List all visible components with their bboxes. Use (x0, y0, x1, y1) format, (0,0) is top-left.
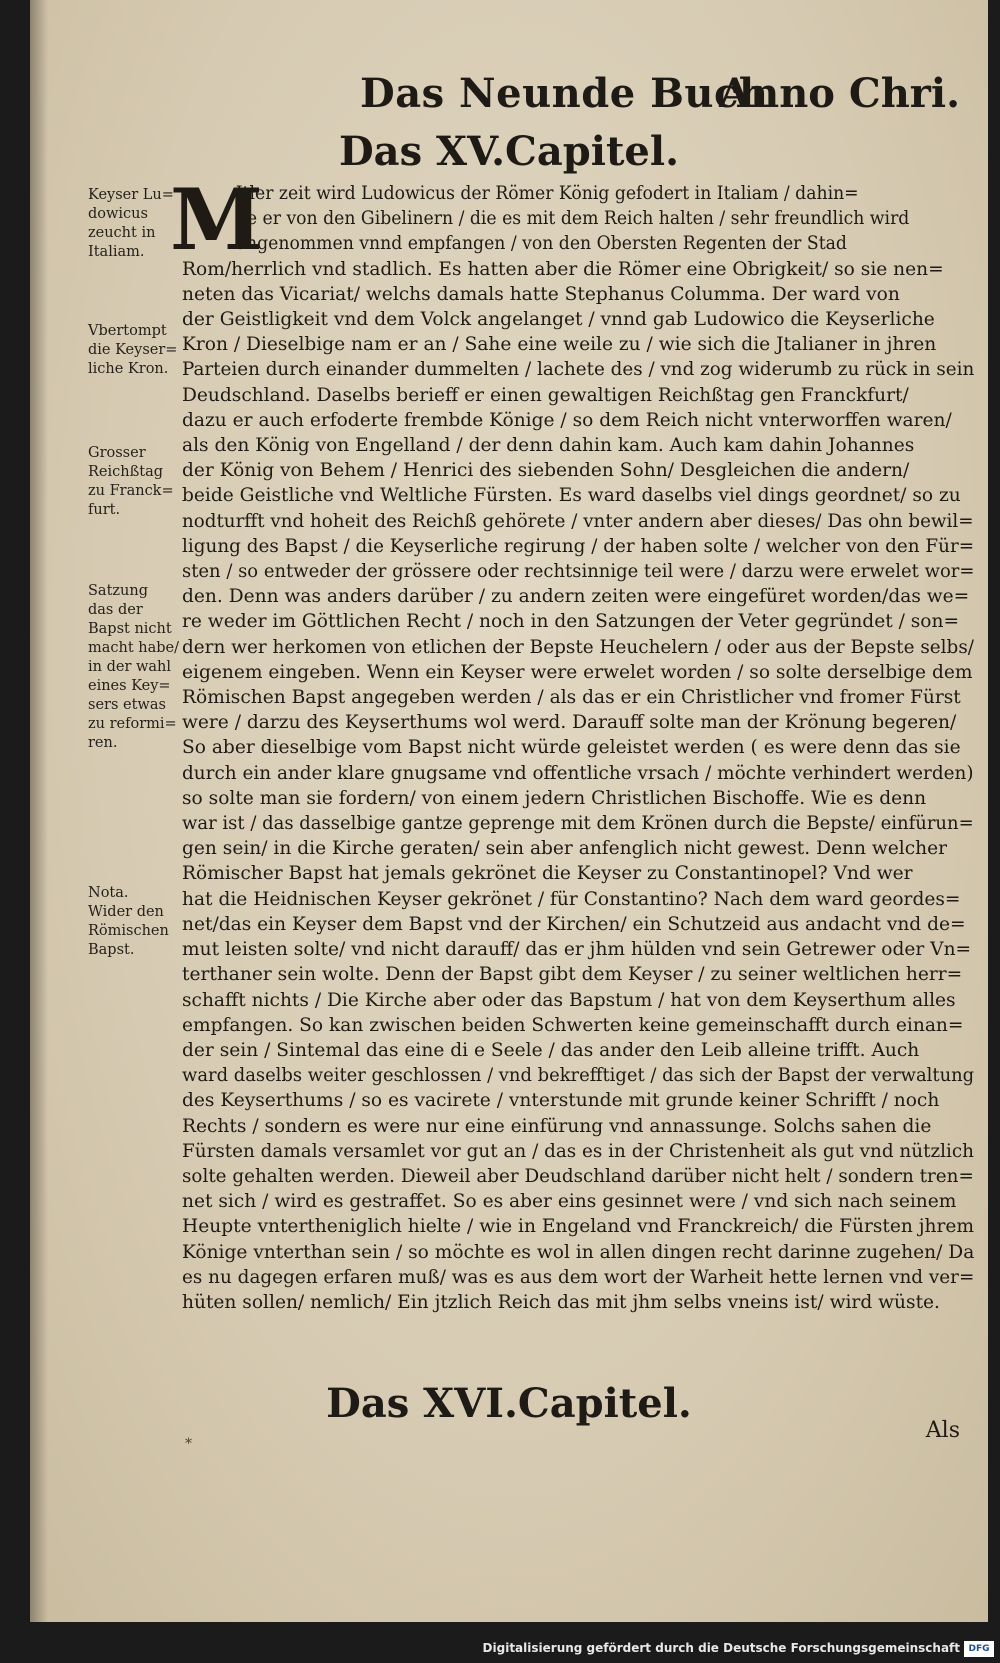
margin-note-line: die Keyser= (88, 342, 178, 358)
text-line: Rom/herrlich vnd stadlich. Es hatten aber die Römer eine Obrigkeit/ so sie nen= (182, 258, 944, 280)
margin-note-line: Nota. (88, 885, 129, 901)
margin-note-line: ren. (88, 735, 118, 751)
text-line: es nu dagegen erfaren muß/ was es aus dem wort der Warheit hette lernen vnd ver= (182, 1266, 975, 1288)
text-line: Römischen Bapst angegeben werden / als das er ein Christlicher vnd fromer Fürst (182, 687, 961, 709)
margin-note-line: Bapst nicht (88, 621, 172, 637)
text-line: Kron / Dieselbige nam er an / Sahe eine weile zu / wie sich die Jtalianer in jhren (182, 334, 937, 356)
footer-bar (0, 1622, 1000, 1663)
text-line: Rechts / sondern es were nur eine einfürung vnd annassunge. Solchs sahen die (182, 1115, 932, 1137)
text-line: empfangen. So kan zwischen beiden Schwerten keine gemeinschafft durch einan= (182, 1014, 964, 1036)
margin-note-line: Keyser Lu= (88, 187, 174, 203)
text-line: des Keyserthums / so es vacirete / vnterstunde mit grunde keiner Schrifft / noch (182, 1090, 940, 1112)
text-line: net/das ein Keyser dem Bapst vnd der Kirchen/ ein Schutzeid aus andacht vnd de= (182, 913, 966, 935)
margin-note-line: macht habe/ (88, 640, 180, 656)
margin-note-line: Vbertompt (88, 323, 167, 339)
margin-note-line: eines Key= (88, 678, 171, 694)
text-line: der sein / Sintemal das eine di e Seele / das ander den Leib alleine trifft. Auch (182, 1039, 920, 1061)
text-line: durch ein ander klare gnugsame vnd offentliche vrsach / möchte verhindert werden) (182, 762, 974, 784)
margin-note-line: Wider den (88, 904, 164, 920)
text-line: der König von Behem / Henrici des siebenden Sohn/ Desgleichen die andern/ (182, 460, 910, 482)
margin-note-line: Bapst. (88, 942, 135, 958)
margin-note-line: sers etwas (88, 697, 166, 713)
margin-note-line: Grosser (88, 445, 146, 461)
text-line: Könige vnterthan sein / so möchte es wol in allen dingen recht darinne zugehen/ Da (182, 1241, 975, 1263)
funding-credit: Digitalisierung gefördert durch die Deutsche Forschungsgemeinschaft (482, 1641, 960, 1655)
text-line: war ist / das dasselbige gantze geprenge mit dem Krönen durch die Bepste/ einfürun= (182, 813, 974, 835)
text-line: so solte man sie fordern/ von einem jedern Christlichen Bischoffe. Wie es denn (182, 787, 927, 809)
text-line: als den König von Engelland / der denn dahin kam. Auch kam dahin Johannes (182, 435, 915, 457)
text-line: mut leisten solte/ vnd nicht darauff/ das er jhm hülden vnd sein Getrewer oder Vn= (182, 939, 972, 961)
text-line: net sich / wird es gestraffet. So es aber eins gesinnet were / vnd sich nach seinem (182, 1191, 957, 1213)
text-line: Fürsten damals versamlet vor gut an / das es in der Christenheit als gut vnd nützlich (182, 1140, 974, 1162)
margin-note-line: zeucht in (88, 225, 156, 241)
text-line: solte gehalten werden. Dieweil aber Deudschland darüber nicht helt / sondern tren= (182, 1165, 974, 1187)
dfg-logo-icon: DFG (964, 1641, 994, 1657)
book-page (30, 0, 988, 1622)
text-line: eigenem eingeben. Wenn ein Keyser were erwelet worden / so solte derselbige dem (182, 661, 973, 683)
text-line: neten das Vicariat/ welchs damals hatte Stephanus Columma. Der ward von (182, 283, 900, 305)
margin-note-line: zu Franck= (88, 483, 174, 499)
margin-note-line: furt. (88, 502, 121, 518)
text-line: Römischer Bapst hat jemals gekrönet die Keyser zu Constantinopel? Vnd wer (182, 863, 913, 885)
text-line: Deudschland. Daselbs berieff er einen gewaltigen Reichßtag gen Franckfurt/ (182, 384, 909, 406)
drop-capital: M (170, 170, 263, 269)
text-line: sten / so entweder der grössere oder rechtsinnige teil were / darzu were erwelet wor= (182, 561, 975, 583)
text-line: der Geistligkeit vnd dem Volck angelanget / vnnd gab Ludowico die Keyserliche (182, 309, 935, 331)
text-line: dern wer herkomen von etlichen der Bepste Heuchelern / oder aus der Bepste selbs/ (182, 636, 974, 658)
text-line: gen sein/ in die Kirche geraten/ sein aber anfenglich nicht gewest. Denn welcher (182, 838, 948, 860)
margin-note-line: Reichßtag (88, 464, 164, 480)
gutter-shadow (30, 0, 48, 1622)
margin-note-line: in der wahl (88, 659, 172, 675)
text-line: ward daselbs weiter geschlossen / vnd bekrefftiget / das sich der Bapst der verwaltung (182, 1065, 975, 1087)
body-text (182, 181, 974, 1315)
text-line: ne er von den Gibelinern / die es mit dem Reich halten / sehr freundlich wird (235, 208, 910, 230)
text-line: schafft nichts / Die Kirche aber oder das Bapstum / hat von dem Keyserthum alles (182, 989, 956, 1011)
stray-mark: * (185, 1436, 192, 1452)
text-line: hat die Heidnischen Keyser gekrönet / für Constantino? Nach dem ward geordes= (182, 888, 961, 910)
text-line: terthaner sein wolte. Denn der Bapst gibt dem Keyser / zu seiner weltlichen herr= (182, 964, 963, 986)
text-line: were / darzu des Keyserthums wol werd. Darauff solte man der Krönung begeren/ (182, 712, 957, 734)
margin-note-line: liche Kron. (88, 361, 169, 377)
text-line: beide Geistliche vnd Weltliche Fürsten. Es ward daselbs viel dings geordnet/ so zu (182, 485, 961, 507)
text-line: nodturfft vnd hoheit des Reichß gehörete / vnter andern aber dieses/ Das ohn bewil= (182, 510, 974, 532)
text-line: angenommen vnnd empfangen / von den Obersten Regenten der Stad (235, 233, 847, 255)
text-line: Parteien durch einander dummelten / lachete des / vnd zog widerumb zu rück in sein (182, 359, 975, 381)
catchword: Als (925, 1418, 960, 1443)
running-head-right: Anno Chri. (719, 70, 960, 117)
text-line: So aber dieselbige vom Bapst nicht würde geleistet werden ( es were denn das sie (182, 737, 961, 759)
chapter-heading: Das XV.Capitel. (338, 128, 680, 175)
margin-note-line: dowicus (88, 206, 148, 222)
text-line: re weder im Göttlichen Recht / noch in den Satzungen der Veter gegründet / son= (182, 611, 960, 633)
running-head-left: Das Neunde Buch (360, 70, 769, 117)
margin-note-line: das der (88, 602, 143, 618)
margin-note-line: zu reformi= (88, 716, 177, 732)
text-line: Itler zeit wird Ludowicus der Römer König gefodert in Italiam / dahin= (235, 183, 859, 204)
text-line: dazu er auch erfoderte frembde Könige / so dem Reich nicht vnterworffen waren/ (182, 409, 952, 431)
margin-note-line: Italiam. (88, 244, 145, 260)
text-line: hüten sollen/ nemlich/ Ein jtzlich Reich das mit jhm selbs vneins ist/ wird wüste. (182, 1291, 940, 1313)
next-chapter-heading: Das XVI.Capitel. (326, 1380, 692, 1427)
text-line: ligung des Bapst / die Keyserliche regirung / der haben solte / welcher von den Für= (182, 535, 975, 557)
text-line: den. Denn was anders darüber / zu andern zeiten were eingefüret worden/das we= (182, 586, 970, 608)
margin-note-line: Satzung (88, 583, 149, 599)
margin-note-line: Römischen (88, 923, 169, 939)
text-line: Heupte vntertheniglich hielte / wie in Engeland vnd Franckreich/ die Fürsten jhrem (182, 1216, 975, 1238)
